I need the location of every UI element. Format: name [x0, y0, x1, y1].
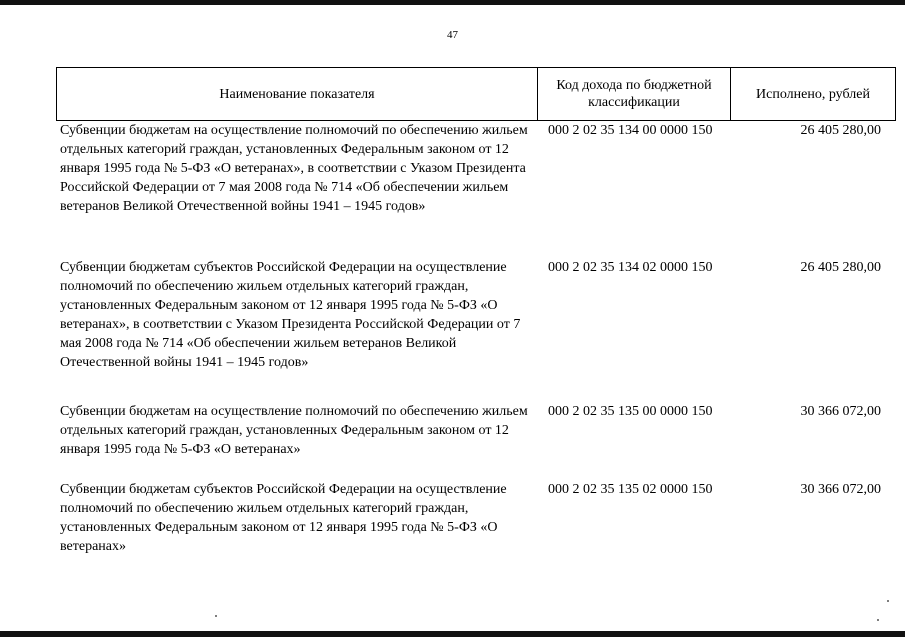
scan-speck [877, 619, 879, 621]
scan-speck [887, 600, 889, 602]
top-scan-border [0, 0, 905, 5]
row-name: Субвенции бюджетам на осуществление полномочий по обеспечению жильем отдельных категорий граждан, установленных Федеральным законом от 12 января 1995 года № 5-ФЗ «О ветеранах», в соответствии с Указом Президента Российской Федерации от 7 мая 2008 года № 714 «Об обеспечении жильем ветеранов Великой Отечественной войны 1941 – 1945 годов» [60, 123, 528, 214]
row-code: 000 2 02 35 134 02 0000 150 [548, 260, 713, 275]
header-amount-column: Исполнено, рублей [756, 86, 870, 102]
table-header [56, 67, 896, 121]
row-amount: 30 366 072,00 [800, 404, 881, 419]
header-code-column: Код дохода по бюджетной классификации [538, 68, 731, 120]
row-amount: 26 405 280,00 [800, 260, 881, 275]
row-code: 000 2 02 35 135 02 0000 150 [548, 482, 713, 497]
header-name-column: Наименование показателя [57, 68, 538, 120]
row-name: Субвенции бюджетам на осуществление полномочий по обеспечению жильем отдельных категорий граждан, установленных Федеральным законом от 12 января 1995 года № 5-ФЗ «О ветеранах» [60, 404, 528, 457]
row-amount: 30 366 072,00 [800, 482, 881, 497]
row-name: Субвенции бюджетам субъектов Российской Федерации на осуществление полномочий по обеспечению жильем отдельных категорий граждан, установленных Федеральным законом от 12 января 1995 года № 5-ФЗ «О ветеранах» [60, 482, 507, 554]
row-code: 000 2 02 35 135 00 0000 150 [548, 404, 713, 419]
row-amount: 26 405 280,00 [800, 123, 881, 138]
row-name: Субвенции бюджетам субъектов Российской Федерации на осуществление полномочий по обеспечению жильем отдельных категорий граждан, установленных Федеральным законом от 12 января 1995 года № 5-ФЗ «О ветеранах», в соответствии с Указом Президента Российской Федерации от 7 мая 2008 года № 714 «Об обеспечении жильем ветеранов Великой Отечественной войны 1941 – 1945 годов» [60, 260, 521, 370]
page-number: 47 [447, 29, 458, 41]
bottom-scan-border [0, 631, 905, 637]
scan-speck [215, 615, 217, 617]
row-code: 000 2 02 35 134 00 0000 150 [548, 123, 713, 138]
